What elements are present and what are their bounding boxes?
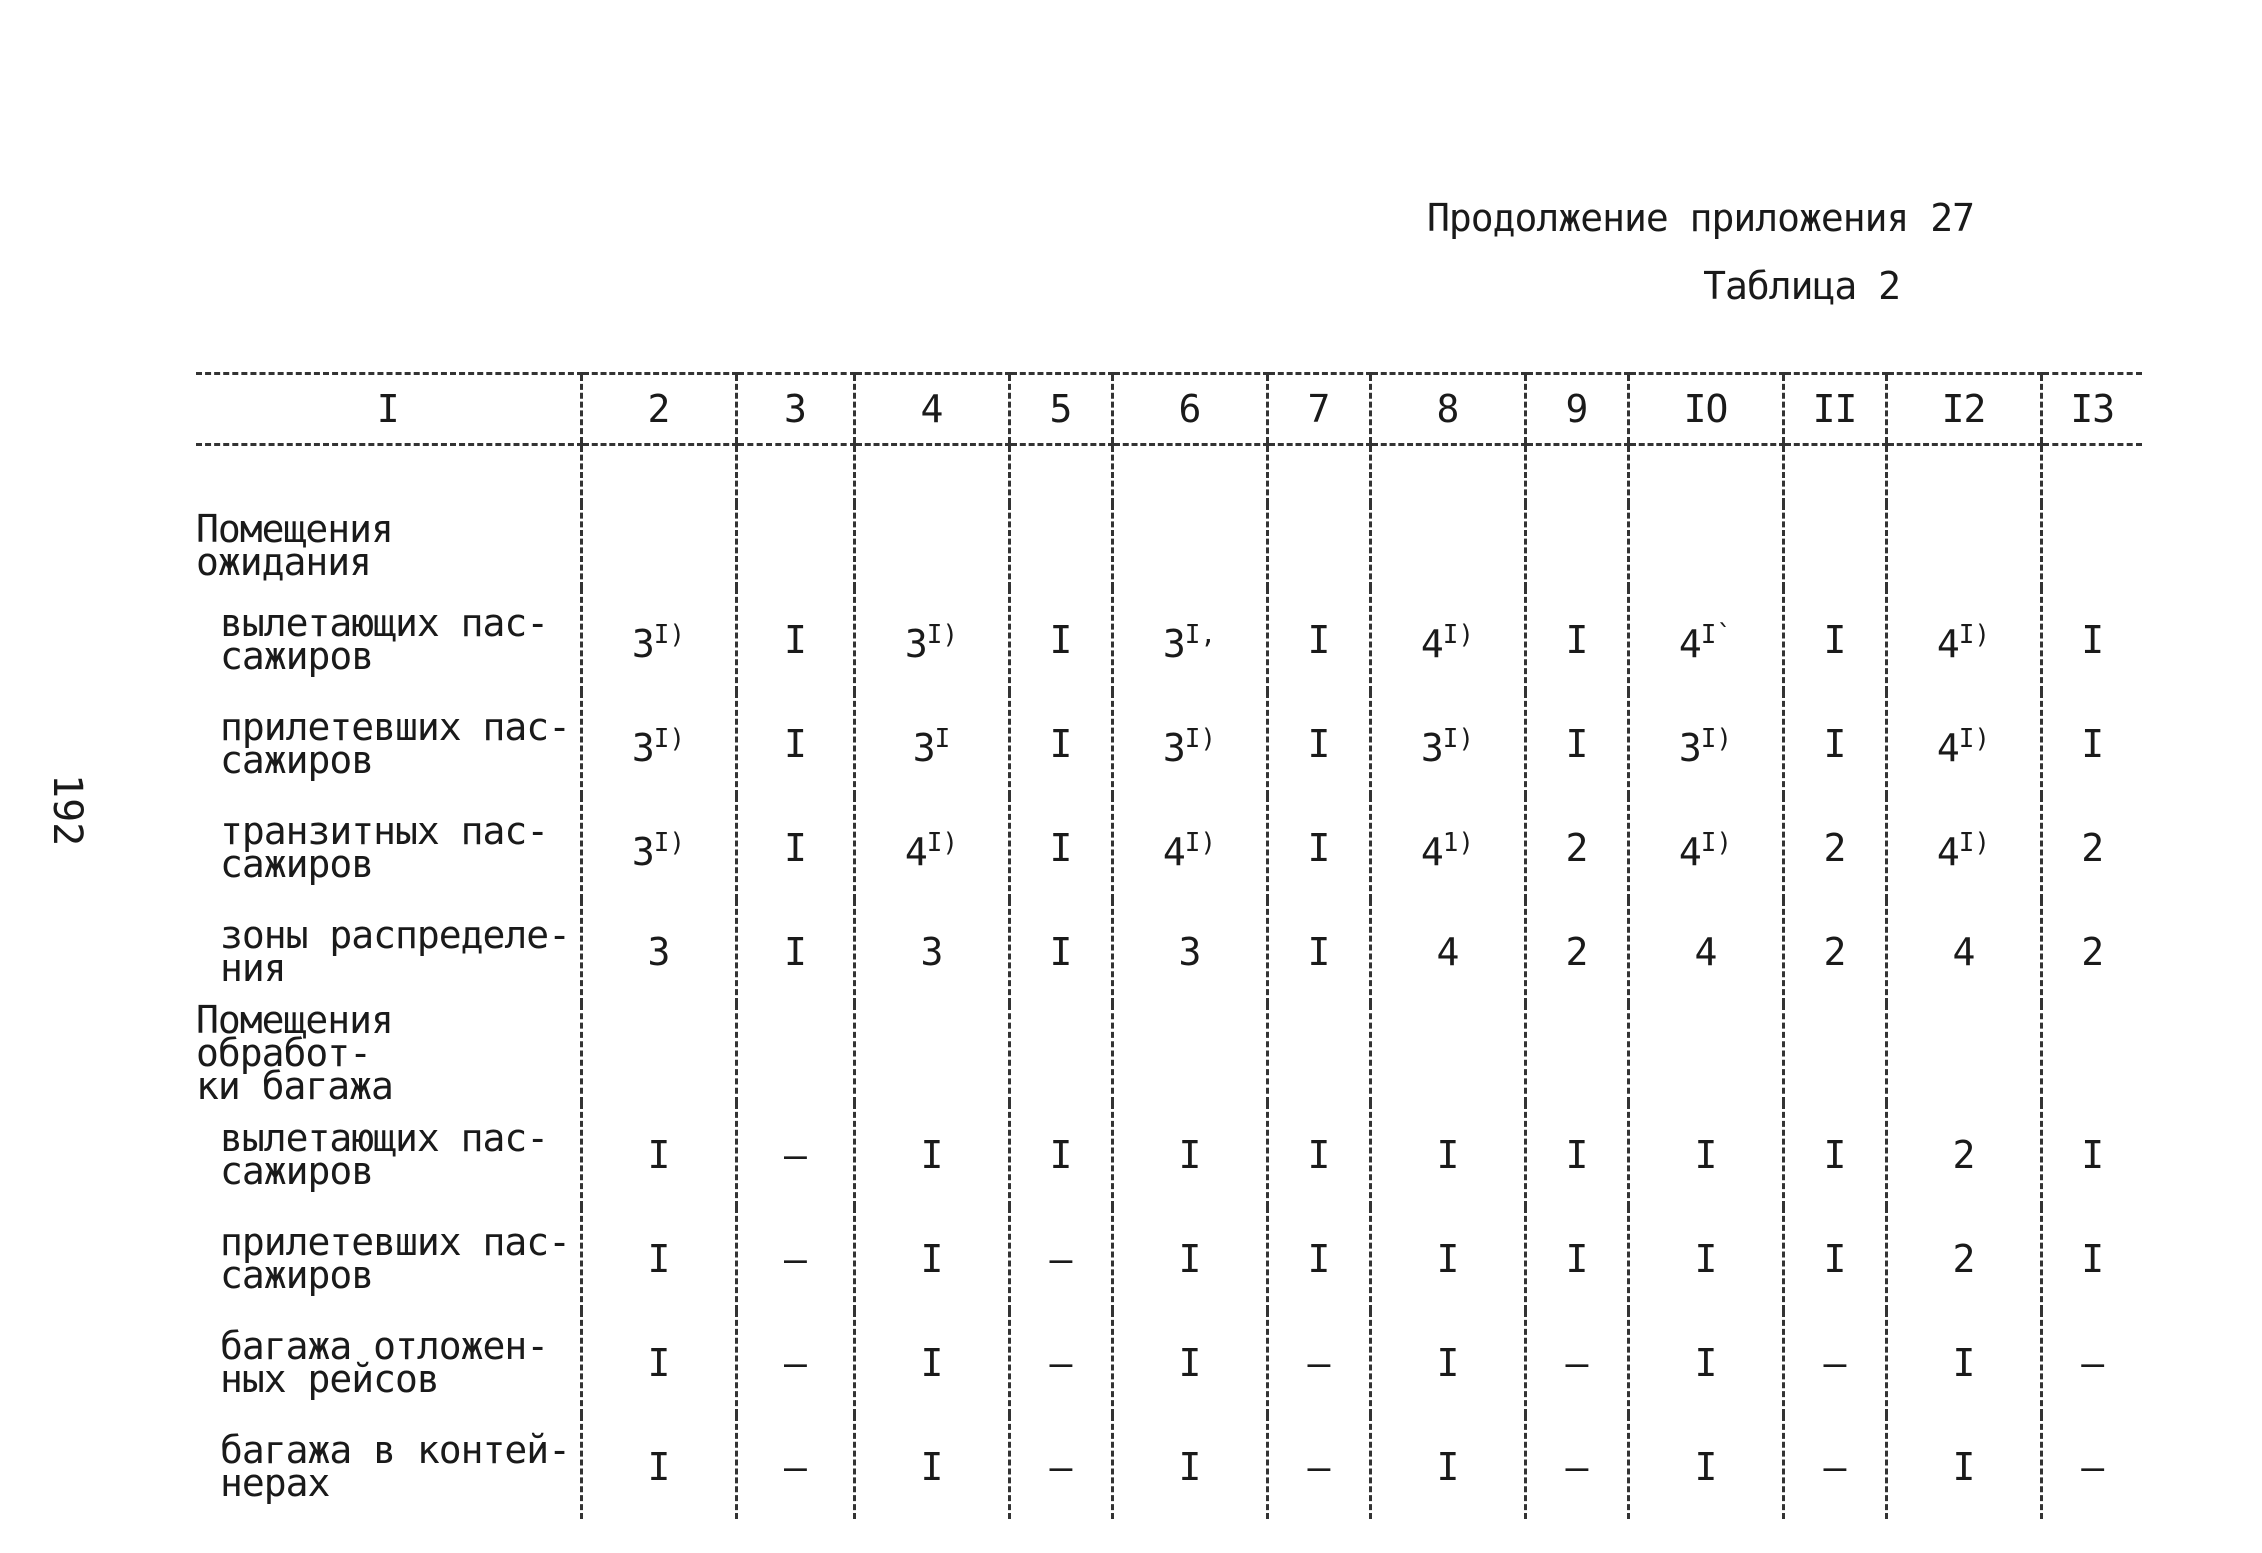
table-cell [1370, 504, 1525, 588]
table-cell [1112, 1004, 1267, 1103]
table-cell [581, 588, 736, 692]
table-cell [2041, 1311, 2142, 1415]
cell-value: I [1823, 721, 1846, 766]
footnote-mark: 1) [1442, 828, 1475, 858]
cell-value: 3 [920, 929, 943, 974]
cell-value: I [920, 1132, 943, 1177]
footnote-mark: I [934, 724, 951, 754]
column-header-6: 6 [1112, 374, 1267, 445]
table-cell [1525, 1415, 1628, 1519]
table-cell [1628, 900, 1783, 1004]
table-body [196, 445, 2142, 1520]
table-cell [1886, 1207, 2041, 1311]
table-cell [1783, 1311, 1886, 1415]
cell-value: I [1178, 1444, 1201, 1489]
table-cell [581, 900, 736, 1004]
table-cell [1112, 796, 1267, 900]
spacer-row [196, 445, 2142, 505]
table-cell [1267, 588, 1370, 692]
table-cell [581, 796, 736, 900]
table-cell [1370, 1004, 1525, 1103]
cell-value: – [1823, 1444, 1846, 1489]
column-header-2: 2 [581, 374, 736, 445]
table-cell [1525, 796, 1628, 900]
table-cell [1009, 796, 1112, 900]
table-cell [1267, 796, 1370, 900]
table-cell [1886, 588, 2041, 692]
table-cell [1370, 900, 1525, 1004]
table-cell [1886, 504, 2041, 588]
table-label: Таблица 2 [1703, 264, 1900, 308]
cell-value: 2 [1952, 1132, 1975, 1177]
row-label: вылетающих пас- сажиров [220, 1116, 549, 1193]
table-cell [1267, 900, 1370, 1004]
cell-value: – [784, 1236, 806, 1281]
table-cell [1009, 1207, 1112, 1311]
table-cell [1370, 1207, 1525, 1311]
table-cell [1783, 692, 1886, 796]
cell-value: I [920, 1444, 943, 1489]
header-row [196, 374, 2142, 445]
cell-value: I [1823, 1132, 1846, 1177]
cell-value: I [920, 1340, 943, 1385]
cell-value: I [1307, 1132, 1330, 1177]
table-cell [2041, 796, 2142, 900]
table-cell [1009, 1103, 1112, 1207]
table-cell [1009, 900, 1112, 1004]
cell-value: 3 [647, 929, 670, 974]
cell-value: – [1565, 1340, 1588, 1385]
table-cell [854, 692, 1009, 796]
cell-value: 2 [2081, 825, 2104, 870]
cell-value: 4 [1678, 622, 1701, 666]
table-cell [854, 796, 1009, 900]
table-cell [736, 796, 854, 900]
table-cell [1009, 1311, 1112, 1415]
cell-value: I [784, 617, 806, 662]
table-cell [2041, 900, 2142, 1004]
column-header-9: 9 [1525, 374, 1628, 445]
column-header-11: II [1783, 374, 1886, 445]
table-row [196, 796, 2142, 900]
table-cell [1886, 1311, 2041, 1415]
table-cell [581, 1311, 736, 1415]
table-cell [1370, 1103, 1525, 1207]
cell-value: 2 [1952, 1236, 1975, 1281]
table-cell [854, 588, 1009, 692]
table-cell [1267, 1311, 1370, 1415]
cell-value: I [784, 721, 806, 766]
row-label: багажа в контей- нерах [220, 1428, 571, 1505]
table-cell [1628, 1207, 1783, 1311]
cell-value: – [784, 1132, 806, 1177]
table-cell [1525, 1004, 1628, 1103]
table-cell [1886, 900, 2041, 1004]
column-header-13: I3 [2041, 374, 2142, 445]
footnote-mark: I, [1184, 620, 1217, 650]
table-cell [854, 504, 1009, 588]
cell-value: 4 [1420, 622, 1443, 666]
cell-value: 4 [1162, 830, 1185, 874]
table-cell [854, 1004, 1009, 1103]
footnote-mark: I) [926, 828, 959, 858]
cell-value: I [1694, 1340, 1717, 1385]
table-row [196, 900, 2142, 1004]
cell-value: 2 [2081, 929, 2104, 974]
cell-value: I [1694, 1236, 1717, 1281]
footnote-mark: I) [653, 828, 686, 858]
table-cell [1525, 1311, 1628, 1415]
table-row [196, 1415, 2142, 1519]
column-header-10: IO [1628, 374, 1783, 445]
column-header-12: I2 [1886, 374, 2041, 445]
table-cell [736, 1004, 854, 1103]
cell-value: 4 [1936, 830, 1959, 874]
cell-value: – [1307, 1444, 1330, 1489]
table-row [196, 1311, 2142, 1415]
cell-value: I [784, 929, 806, 974]
cell-value: 4 [1936, 726, 1959, 770]
cell-value: – [1565, 1444, 1588, 1489]
table-cell [2041, 1103, 2142, 1207]
cell-value: I [1436, 1444, 1459, 1489]
table-cell [581, 1207, 736, 1311]
section-row [196, 1004, 2142, 1103]
column-header-5: 5 [1009, 374, 1112, 445]
table-cell [1009, 504, 1112, 588]
cell-value: 3 [1162, 726, 1185, 770]
cell-value: I [647, 1444, 670, 1489]
table-header [196, 374, 2142, 445]
cell-value: I [2081, 721, 2104, 766]
section-row [196, 504, 2142, 588]
table-cell [1112, 1311, 1267, 1415]
table-cell [736, 1415, 854, 1519]
cell-value: 4 [1678, 830, 1701, 874]
column-header-8: 8 [1370, 374, 1525, 445]
cell-value: 3 [912, 726, 935, 770]
footnote-mark: I) [1184, 724, 1217, 754]
cell-value: I [1307, 929, 1330, 974]
table-cell [1267, 504, 1370, 588]
table-row [196, 1103, 2142, 1207]
cell-value: I [1307, 825, 1330, 870]
table-cell [854, 1103, 1009, 1207]
table-cell [1370, 796, 1525, 900]
table-cell [1370, 1415, 1525, 1519]
footnote-mark: I` [1700, 620, 1733, 650]
table-cell [1628, 504, 1783, 588]
cell-value: I [1823, 1236, 1846, 1281]
cell-value: I [1049, 929, 1072, 974]
cell-value: 3 [1162, 622, 1185, 666]
table-cell [1370, 1311, 1525, 1415]
table-cell [1886, 1103, 2041, 1207]
requirements-table [196, 372, 2142, 1519]
cell-value: I [647, 1340, 670, 1385]
table-cell [1525, 692, 1628, 796]
cell-value: I [1694, 1132, 1717, 1177]
cell-value: 4 [1436, 929, 1459, 974]
footnote-mark: I) [1958, 828, 1991, 858]
footnote-mark: I) [1700, 724, 1733, 754]
cell-value: I [1049, 617, 1072, 662]
table-cell [736, 692, 854, 796]
cell-value: – [1049, 1236, 1072, 1281]
cell-value: I [1436, 1340, 1459, 1385]
table-cell [1009, 1415, 1112, 1519]
table-cell [2041, 692, 2142, 796]
table-cell [1267, 692, 1370, 796]
cell-value: 3 [904, 622, 927, 666]
table-cell [1783, 504, 1886, 588]
cell-value: I [784, 825, 806, 870]
table-cell [1525, 900, 1628, 1004]
table-cell [1112, 1415, 1267, 1519]
footnote-mark: I) [1958, 724, 1991, 754]
cell-value: I [1436, 1236, 1459, 1281]
table-cell [736, 900, 854, 1004]
cell-value: – [1823, 1340, 1846, 1385]
table-cell [1783, 1415, 1886, 1519]
cell-value: I [647, 1132, 670, 1177]
table-cell [1112, 692, 1267, 796]
footnote-mark: I) [653, 724, 686, 754]
table-cell [1886, 1004, 2041, 1103]
cell-value: I [2081, 1132, 2104, 1177]
table-cell [1783, 900, 1886, 1004]
table-cell [1783, 1103, 1886, 1207]
table-cell [736, 504, 854, 588]
table-cell [1783, 588, 1886, 692]
table-cell [1628, 1415, 1783, 1519]
table-cell [1267, 1103, 1370, 1207]
table-cell [1783, 796, 1886, 900]
table-cell [1783, 1004, 1886, 1103]
cell-value: 4 [904, 830, 927, 874]
table-cell [581, 1103, 736, 1207]
cell-value: 4 [1936, 622, 1959, 666]
cell-value: I [1049, 1132, 1072, 1177]
table-cell [854, 1415, 1009, 1519]
section-label: Помещения ожидания [196, 507, 393, 584]
table-cell [1525, 1207, 1628, 1311]
table-cell [1267, 1004, 1370, 1103]
table-cell [1112, 504, 1267, 588]
table-cell [854, 900, 1009, 1004]
row-label: зоны распределе- ния [220, 913, 571, 990]
table-cell [1525, 588, 1628, 692]
cell-value: – [2081, 1444, 2104, 1489]
cell-value: 3 [631, 622, 654, 666]
table-cell [581, 692, 736, 796]
cell-value: I [2081, 617, 2104, 662]
footnote-mark: I) [1700, 828, 1733, 858]
cell-value: I [1694, 1444, 1717, 1489]
table-cell [581, 1415, 736, 1519]
cell-value: I [1952, 1444, 1975, 1489]
row-label: багажа отложен- ных рейсов [220, 1324, 549, 1401]
table-cell [1628, 692, 1783, 796]
table-cell [1267, 1415, 1370, 1519]
cell-value: 2 [1565, 825, 1588, 870]
footnote-mark: I) [926, 620, 959, 650]
cell-value: 3 [631, 830, 654, 874]
table-cell [581, 504, 736, 588]
cell-value: I [647, 1236, 670, 1281]
cell-value: I [1436, 1132, 1459, 1177]
table-cell [1628, 588, 1783, 692]
table-cell [736, 1207, 854, 1311]
table-cell [1112, 588, 1267, 692]
table-cell [1009, 588, 1112, 692]
table-cell [1783, 1207, 1886, 1311]
cell-value: I [1178, 1236, 1201, 1281]
table-cell [1370, 588, 1525, 692]
cell-value: 3 [1678, 726, 1701, 770]
cell-value: 2 [1565, 929, 1588, 974]
column-header-3: 3 [736, 374, 854, 445]
table-cell [2041, 1207, 2142, 1311]
cell-value: 4 [1694, 929, 1717, 974]
table-row [196, 1207, 2142, 1311]
column-header-7: 7 [1267, 374, 1370, 445]
table-cell [736, 588, 854, 692]
table-row [196, 588, 2142, 692]
cell-value: I [2081, 1236, 2104, 1281]
cell-value: I [1178, 1340, 1201, 1385]
table-cell [736, 1103, 854, 1207]
table-cell [1886, 796, 2041, 900]
footnote-mark: I) [653, 620, 686, 650]
cell-value: – [784, 1444, 806, 1489]
table-cell [1370, 692, 1525, 796]
cell-value: I [1565, 617, 1588, 662]
cell-value: I [1307, 617, 1330, 662]
table-cell [1009, 692, 1112, 796]
table-cell [1628, 1311, 1783, 1415]
cell-value: 3 [631, 726, 654, 770]
table-cell [736, 1311, 854, 1415]
table-cell [1267, 1207, 1370, 1311]
cell-value: I [1565, 1132, 1588, 1177]
cell-value: I [1307, 721, 1330, 766]
cell-value: 4 [1420, 830, 1443, 874]
cell-value: – [2081, 1340, 2104, 1385]
cell-value: I [1049, 721, 1072, 766]
cell-value: I [1049, 825, 1072, 870]
appendix-continuation-heading: Продолжение приложения 27 [1427, 196, 1974, 240]
cell-value: I [1952, 1340, 1975, 1385]
cell-value: 2 [1823, 929, 1846, 974]
footnote-mark: I) [1958, 620, 1991, 650]
cell-value: – [1307, 1340, 1330, 1385]
table-cell [1628, 1103, 1783, 1207]
table-cell [2041, 1004, 2142, 1103]
cell-value: 2 [1823, 825, 1846, 870]
table-cell [1525, 504, 1628, 588]
cell-value: I [1307, 1236, 1330, 1281]
table-cell [1112, 1103, 1267, 1207]
cell-value: I [920, 1236, 943, 1281]
column-header-4: 4 [854, 374, 1009, 445]
cell-value: – [1049, 1340, 1072, 1385]
cell-value: – [784, 1340, 806, 1385]
table-cell [1886, 692, 2041, 796]
page-number: 192 [44, 774, 90, 847]
cell-value: 3 [1420, 726, 1443, 770]
footnote-mark: I) [1184, 828, 1217, 858]
table-row [196, 692, 2142, 796]
row-label: прилетевших пас- сажиров [220, 1220, 571, 1297]
column-header-1: I [196, 374, 581, 445]
section-label: Помещения обработ- ки багажа [196, 998, 393, 1108]
table-cell [2041, 588, 2142, 692]
cell-value: I [1565, 1236, 1588, 1281]
cell-value: 3 [1178, 929, 1201, 974]
cell-value: – [1049, 1444, 1072, 1489]
row-label: прилетевших пас- сажиров [220, 705, 571, 782]
table-cell [1525, 1103, 1628, 1207]
table-cell [581, 1004, 736, 1103]
table-cell [2041, 504, 2142, 588]
table-cell [1112, 1207, 1267, 1311]
row-label: вылетающих пас- сажиров [220, 601, 549, 678]
cell-value: 4 [1952, 929, 1975, 974]
footnote-mark: I) [1442, 620, 1475, 650]
footnote-mark: I) [1442, 724, 1475, 754]
table-cell [1628, 1004, 1783, 1103]
table-cell [1886, 1415, 2041, 1519]
table-cell [1112, 900, 1267, 1004]
table-cell [1009, 1004, 1112, 1103]
table-cell [854, 1311, 1009, 1415]
cell-value: I [1823, 617, 1846, 662]
cell-value: I [1178, 1132, 1201, 1177]
table-cell [2041, 1415, 2142, 1519]
cell-value: I [1565, 721, 1588, 766]
table-cell [1628, 796, 1783, 900]
table-cell [854, 1207, 1009, 1311]
row-label: транзитных пас- сажиров [220, 809, 549, 886]
